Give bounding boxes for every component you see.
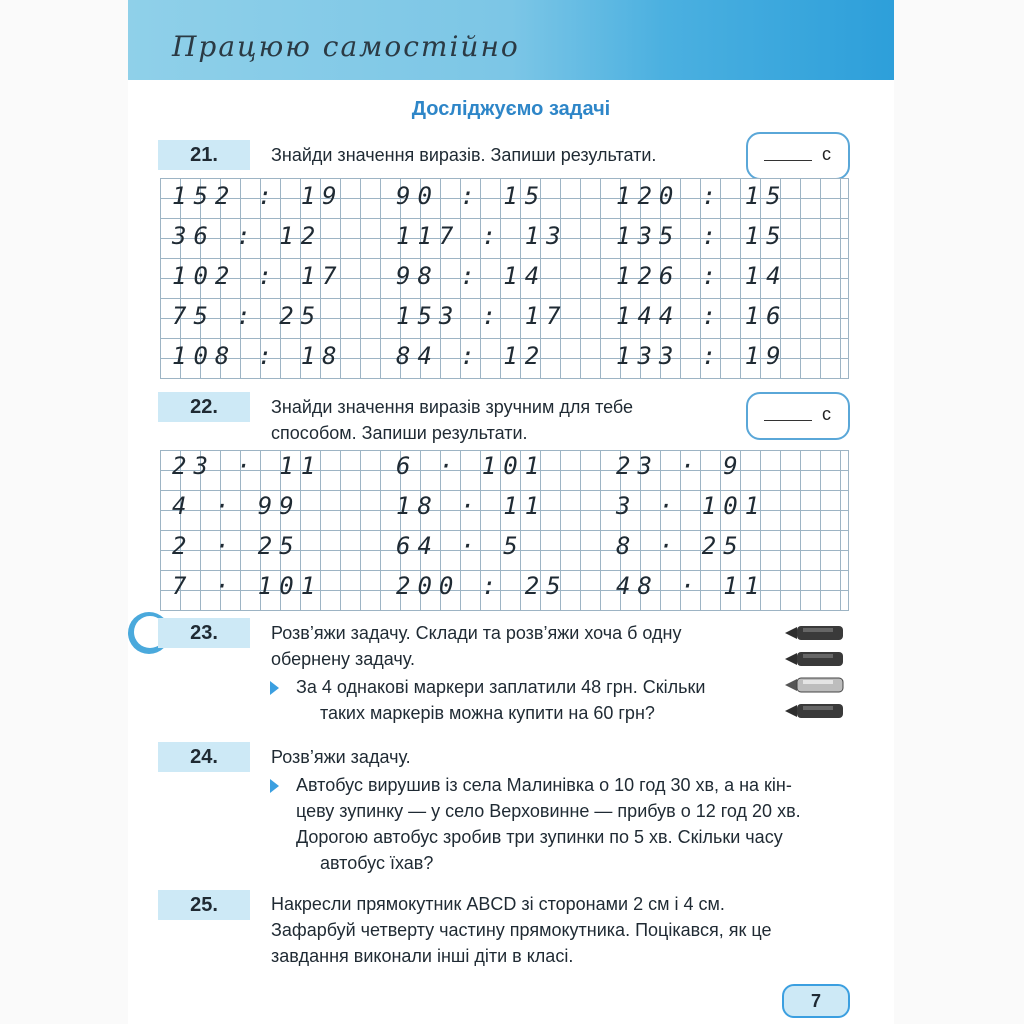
expression: 90 : 15 (396, 182, 547, 210)
expression: 36 : 12 (172, 222, 323, 250)
expression: 2 · 25 (172, 532, 301, 560)
marker-icon (783, 624, 849, 642)
answer-line (764, 420, 812, 421)
task-22-grid (160, 450, 849, 611)
task-23-problem (296, 674, 705, 726)
expression: 7 · 101 (172, 572, 323, 600)
task-23-problem-line: За 4 однакові маркери заплатили 48 грн. Скільки (296, 677, 706, 697)
task-21-answer-box[interactable] (746, 132, 850, 180)
expression: 98 : 14 (396, 262, 547, 290)
task-24-problem-line: Автобус вирушив із села Малинівка о 10 год 30 хв, а на кін- (296, 775, 792, 795)
expression: 126 : 14 (616, 262, 788, 290)
banner-title: Працюю самостійно (172, 30, 520, 63)
task-21-line: Знайди значення виразів. Запиши результати. (271, 145, 657, 165)
task-22-answer-box[interactable] (746, 392, 850, 440)
task-22-line: Знайди значення виразів зручним для тебе (271, 397, 634, 417)
expression: 117 : 13 (396, 222, 568, 250)
answer-unit: с (822, 144, 831, 164)
expression: 84 : 12 (396, 342, 547, 370)
task-23-number: 23. (158, 618, 250, 648)
task-23-line: обернену задачу. (271, 649, 415, 669)
expression: 102 : 17 (172, 262, 344, 290)
expression: 200 : 25 (396, 572, 568, 600)
task-25-text (271, 891, 771, 969)
expression: 135 : 15 (616, 222, 788, 250)
task-24-problem-line: Дорогою автобус зробив три зупинки по 5 хв. Скільки часу (296, 827, 783, 847)
marker-icon (783, 676, 849, 694)
marker-icon (783, 702, 849, 720)
expression: 23 · 11 (172, 452, 323, 480)
task-25-line: Зафарбуй четверту частину прямокутника. Поцікався, як це (271, 920, 772, 940)
section-title: Досліджуємо задачі (411, 98, 611, 120)
expression: 152 : 19 (172, 182, 344, 210)
page-number: 7 (782, 984, 850, 1018)
task-24-text (271, 744, 411, 770)
expression: 108 : 18 (172, 342, 344, 370)
task-23-problem-line: таких маркерів можна купити на 60 грн? (320, 703, 655, 723)
task-22-line: способом. Запиши результати. (271, 423, 528, 443)
task-24-number: 24. (158, 742, 250, 772)
expression: 153 : 17 (396, 302, 568, 330)
task-24-problem-line: цеву зупинку — у село Верховинне — прибув о 12 год 20 хв. (296, 801, 801, 821)
expression: 6 · 101 (396, 452, 547, 480)
task-23-line: Розв’яжи задачу. Склади та розв’яжи хоча б одну (271, 623, 682, 643)
task-21-text (271, 142, 656, 168)
expression: 120 : 15 (616, 182, 788, 210)
expression: 23 · 9 (616, 452, 745, 480)
bullet-arrow-icon (270, 779, 279, 793)
task-21-grid (160, 178, 849, 379)
task-24-problem (296, 772, 801, 876)
task-23-text (271, 620, 682, 672)
task-22-number: 22. (158, 392, 250, 422)
expression: 64 · 5 (396, 532, 525, 560)
expression: 3 · 101 (616, 492, 767, 520)
bullet-arrow-icon (270, 681, 279, 695)
expression: 18 · 11 (396, 492, 547, 520)
expression: 48 · 11 (616, 572, 767, 600)
task-25-line: Накресли прямокутник ABCD зі сторонами 2 см і 4 см. (271, 894, 725, 914)
workbook-page (128, 0, 894, 1024)
task-21-number: 21. (158, 140, 250, 170)
task-25-line: завдання виконали інші діти в класі. (271, 946, 574, 966)
answer-line (764, 160, 812, 161)
expression: 133 : 19 (616, 342, 788, 370)
expression: 144 : 16 (616, 302, 788, 330)
expression: 8 · 25 (616, 532, 745, 560)
marker-icon (783, 650, 849, 668)
task-24-line: Розв’яжи задачу. (271, 747, 411, 767)
task-25-number: 25. (158, 890, 250, 920)
expression: 75 : 25 (172, 302, 323, 330)
expression: 4 · 99 (172, 492, 301, 520)
task-22-text (271, 394, 633, 446)
answer-unit: с (822, 404, 831, 424)
task-24-problem-line: автобус їхав? (320, 853, 434, 873)
header-banner (128, 0, 894, 80)
